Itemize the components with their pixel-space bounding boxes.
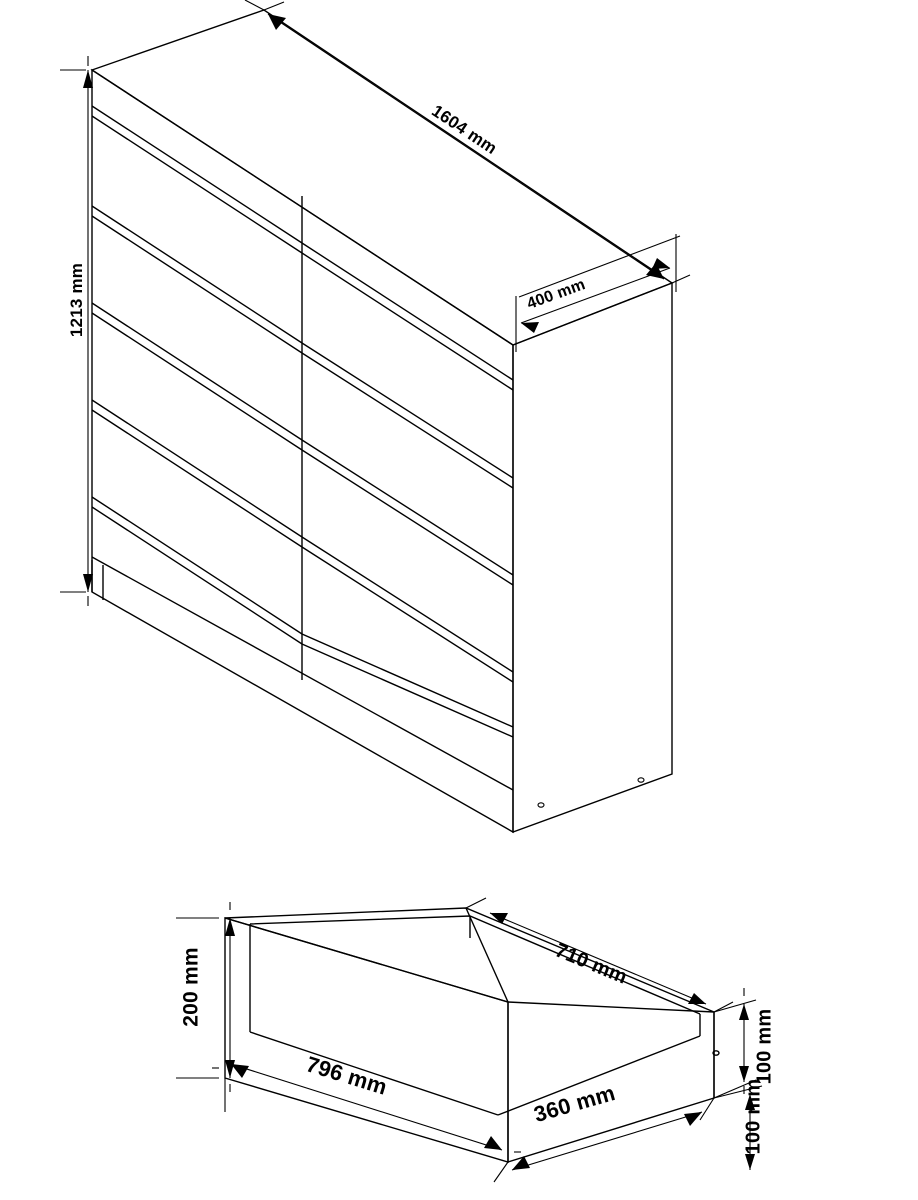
dimension-label-drawer-front-height: 200 mm xyxy=(179,947,203,1027)
side-panel-holes xyxy=(538,778,644,807)
dimension-label-drawer-inner-depth: 710 mm xyxy=(551,939,631,989)
cabinet-body xyxy=(92,10,672,832)
dimension-label-cabinet-width: 1604 mm xyxy=(428,101,501,159)
dimension-label-drawer-width: 796 mm xyxy=(303,1051,391,1100)
dimension-label-cabinet-depth: 400 mm xyxy=(524,276,588,313)
dimension-label-cabinet-height: 1213 mm xyxy=(67,262,87,338)
dimension-label-drawer-side-height: 100 mm xyxy=(753,1008,776,1085)
dimension-lines-drawer xyxy=(176,898,762,1182)
drawer-body xyxy=(225,908,719,1162)
dimension-lines-cabinet xyxy=(60,0,690,606)
drawer-fronts-right xyxy=(302,196,513,737)
dimension-label-drawer-rear-height: 100 mm xyxy=(742,1078,765,1155)
dimension-label-drawer-depth: 360 mm xyxy=(531,1080,618,1127)
